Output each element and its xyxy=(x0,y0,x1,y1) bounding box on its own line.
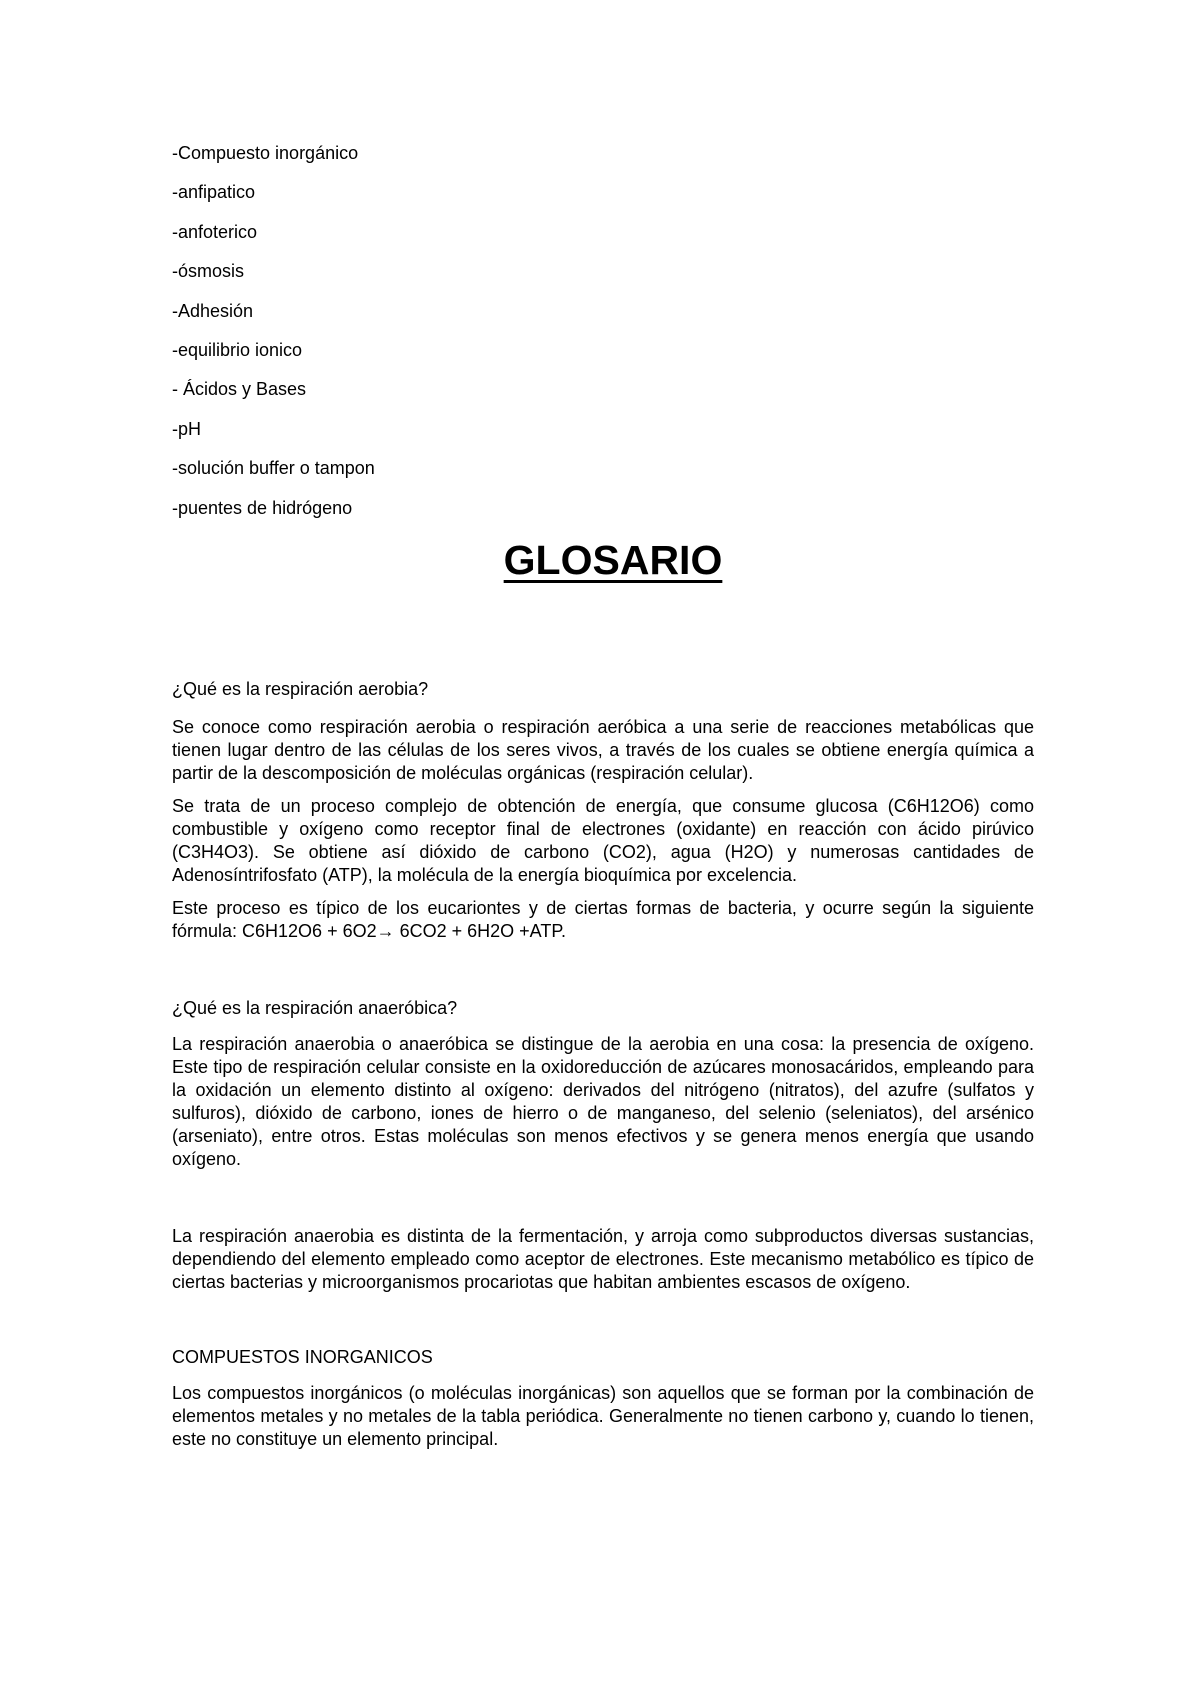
paragraph: La respiración anaerobia es distinta de la fermentación, y arroja como subproductos diversas sustancias, dependiendo del elemento empleado como aceptor de electrones. Este mecanismo metabólico es típico de ciertas bacterias y microorganismos procariotas que habitan ambientes escasos de oxígeno. xyxy=(172,1225,1034,1292)
term-list xyxy=(172,142,1034,519)
section-inorganic-compounds xyxy=(172,1346,1034,1451)
term-list-item: -equilibrio ionico xyxy=(172,339,303,360)
paragraph: La respiración anaerobia o anaeróbica se distingue de la aerobia en una cosa: la presencia de oxígeno. Este tipo de respiración celular consiste en la oxidoreducción de azúcares monosacáridos, empleando para la oxidación un elemento distinto al oxígeno: derivados del nitrógeno (nitratos), del azufre (sulfatos y sulfuros), dióxido de carbono, iones de hierro o de manganeso, del selenio (seleniatos), del arsénico (arseniato), entre otros. Estas moléculas son menos efectivos y se genera menos energía que usando oxígeno. xyxy=(172,1033,1034,1169)
term-list-item: - Ácidos y Bases xyxy=(172,379,307,400)
section-question: ¿Qué es la respiración anaeróbica? xyxy=(172,997,458,1018)
term-list-item: -anfipatico xyxy=(172,182,256,203)
term-list-item: -Compuesto inorgánico xyxy=(172,143,359,163)
term-list-item: -anfoterico xyxy=(172,221,258,242)
page-title: GLOSARIO xyxy=(503,536,723,583)
term-list-item: -puentes de hidrógeno xyxy=(172,497,353,518)
document-content xyxy=(172,142,1034,1451)
term-list-item: -ósmosis xyxy=(172,261,245,282)
title-container xyxy=(172,536,1034,594)
term-list-item: -solución buffer o tampon xyxy=(172,458,375,479)
paragraph: Se trata de un proceso complejo de obtención de energía, que consume glucosa (C6H12O6) como combustible y oxígeno como receptor final de electrones (oxidante) en reacción con ácido pirúvico (C3H4O3). Se obtiene así dióxido de carbono (CO2), agua (H2O) y numerosas cantidades de Adenosíntrifosfato (ATP), la molécula de la energía bioquímica por excelencia. xyxy=(172,795,1034,885)
term-list-item: -pH xyxy=(172,418,202,439)
section-heading: COMPUESTOS INORGANICOS xyxy=(172,1346,433,1367)
paragraph: Los compuestos inorgánicos (o moléculas inorgánicas) son aquellos que se forman por la combinación de elementos metales y no metales de la tabla periódica. Generalmente no tienen carbono y, cuando lo tienen, este no constituye un elemento principal. xyxy=(172,1382,1034,1449)
term-list-item: -Adhesión xyxy=(172,300,254,321)
paragraph: Este proceso es típico de los eucariontes y de ciertas formas de bacteria, y ocurre según la siguiente fórmula: C6H12O6 + 6O2→ 6CO2 + 6H2O +ATP. xyxy=(172,897,1034,941)
section-anaerobic-respiration xyxy=(172,997,1034,1294)
paragraph: Se conoce como respiración aerobia o respiración aeróbica a una serie de reacciones metabólicas que tienen lugar dentro de las células de los seres vivos, a través de los cuales se obtiene energía química a partir de la descomposición de moléculas orgánicas (respiración celular). xyxy=(172,716,1034,783)
section-aerobic-respiration xyxy=(172,678,1034,943)
section-question: ¿Qué es la respiración aerobia? xyxy=(172,678,429,699)
